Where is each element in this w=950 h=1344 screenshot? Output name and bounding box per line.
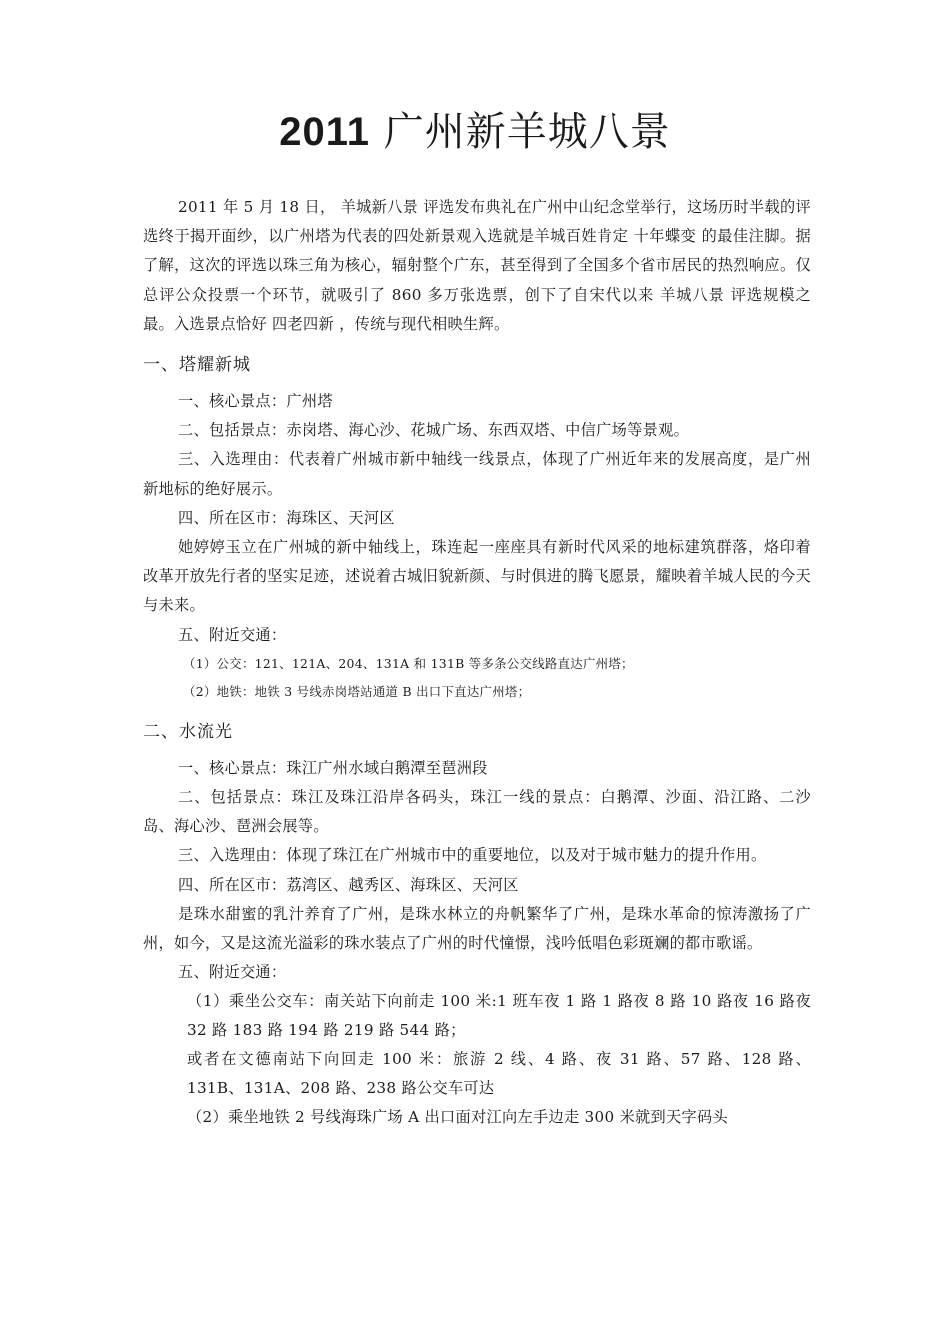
page-title xyxy=(0,106,950,158)
transport-label: 五、附近交通： xyxy=(178,625,287,644)
title-text: 广州新羊城八景 xyxy=(383,109,671,155)
selection-reason: 三、入选理由：代表着广州城市新中轴线一线景点，体现了广州近年来的发展高度，是广州新地标的绝好展示。 xyxy=(143,450,811,498)
intro-paragraph: 2011 年 5 月 18 日， 羊城新八景 评选发布典礼在广州中山纪念堂举行，这场历时半载的评选终于揭开面纱，以广州塔为代表的四处新景观入选就是羊城百姓肯定 十年蝶变 的最佳注脚。据了解，这次的评选以珠三角为核心，辐射整个广东，甚至得到了全国多个省市居民的热烈响应。仅总评公众投票一个环节，就吸引了 860 多万张选票，创下了自宋代以来 羊城八景 评选规模之最。入选景点恰好 四老四新 ，传统与现代相映生辉。 xyxy=(143,198,811,333)
section-heading: 一、塔耀新城 xyxy=(143,355,251,376)
transport-metro: （2）地铁：地铁 3 号线赤岗塔站通道 B 出口下直达广州塔； xyxy=(183,683,531,699)
core-attraction: 一、核心景点：广州塔 xyxy=(178,392,333,411)
transport-bus: （1）公交：121、121A、204、131A 和 131B 等多条公交线路直达广州塔； xyxy=(183,655,634,671)
core-attraction: 一、核心景点：珠江广州水域白鹅潭至琶洲段 xyxy=(178,758,488,777)
section-river xyxy=(143,714,811,1132)
transport-bus-alt: 或者在文德南站下向回走 100 米：旅游 2 线、4 路、夜 31 路、57 路、128 路、131B、131A、208 路、238 路公交车可达 xyxy=(187,1050,811,1097)
transport-bus: （1）乘坐公交车：南关站下向前走 100 米:1 班车夜 1 路 1 路夜 8 路 10 路夜 16 路夜 32 路 183 路 194 路 219 路 544 路； xyxy=(187,992,811,1040)
district: 四、所在区市：海珠区、天河区 xyxy=(178,508,395,527)
district: 四、所在区市：荔湾区、越秀区、海珠区、天河区 xyxy=(178,875,519,894)
included-attractions: 二、包括景点：赤岗塔、海心沙、花城广场、东西双塔、中信广场等景观。 xyxy=(178,421,690,440)
section-heading: 二、水流光 xyxy=(143,721,233,742)
description: 是珠水甜蜜的乳汁养育了广州，是珠水林立的舟帆繁华了广州，是珠水革命的惊涛激扬了广州，如今，又是这流光溢彩的珠水装点了广州的时代憧憬，浅吟低唱色彩斑斓的都市歌谣。 xyxy=(143,904,811,953)
selection-reason: 三、入选理由：体现了珠江在广州城市中的重要地位，以及对于城市魅力的提升作用。 xyxy=(178,846,767,865)
transport-metro: （2）乘坐地铁 2 号线海珠广场 A 出口面对江向左手边走 300 米就到天字码头 xyxy=(187,1107,728,1126)
document-body xyxy=(143,193,811,1131)
transport-label: 五、附近交通： xyxy=(178,963,287,982)
description: 她婷婷玉立在广州城的新中轴线上，珠连起一座座具有新时代风采的地标建筑群落，烙印着改革开放先行者的坚实足迹，述说着古城旧貌新颜、与时俱进的腾飞愿景，耀映着羊城人民的今天与未来。 xyxy=(143,538,811,615)
included-attractions: 二、包括景点：珠江及珠江沿岸各码头，珠江一线的景点：白鹅潭、沙面、沿江路、二沙岛、海心沙、琶洲会展等。 xyxy=(143,788,811,836)
section-tower xyxy=(143,347,811,706)
title-year: 2011 xyxy=(279,110,371,154)
